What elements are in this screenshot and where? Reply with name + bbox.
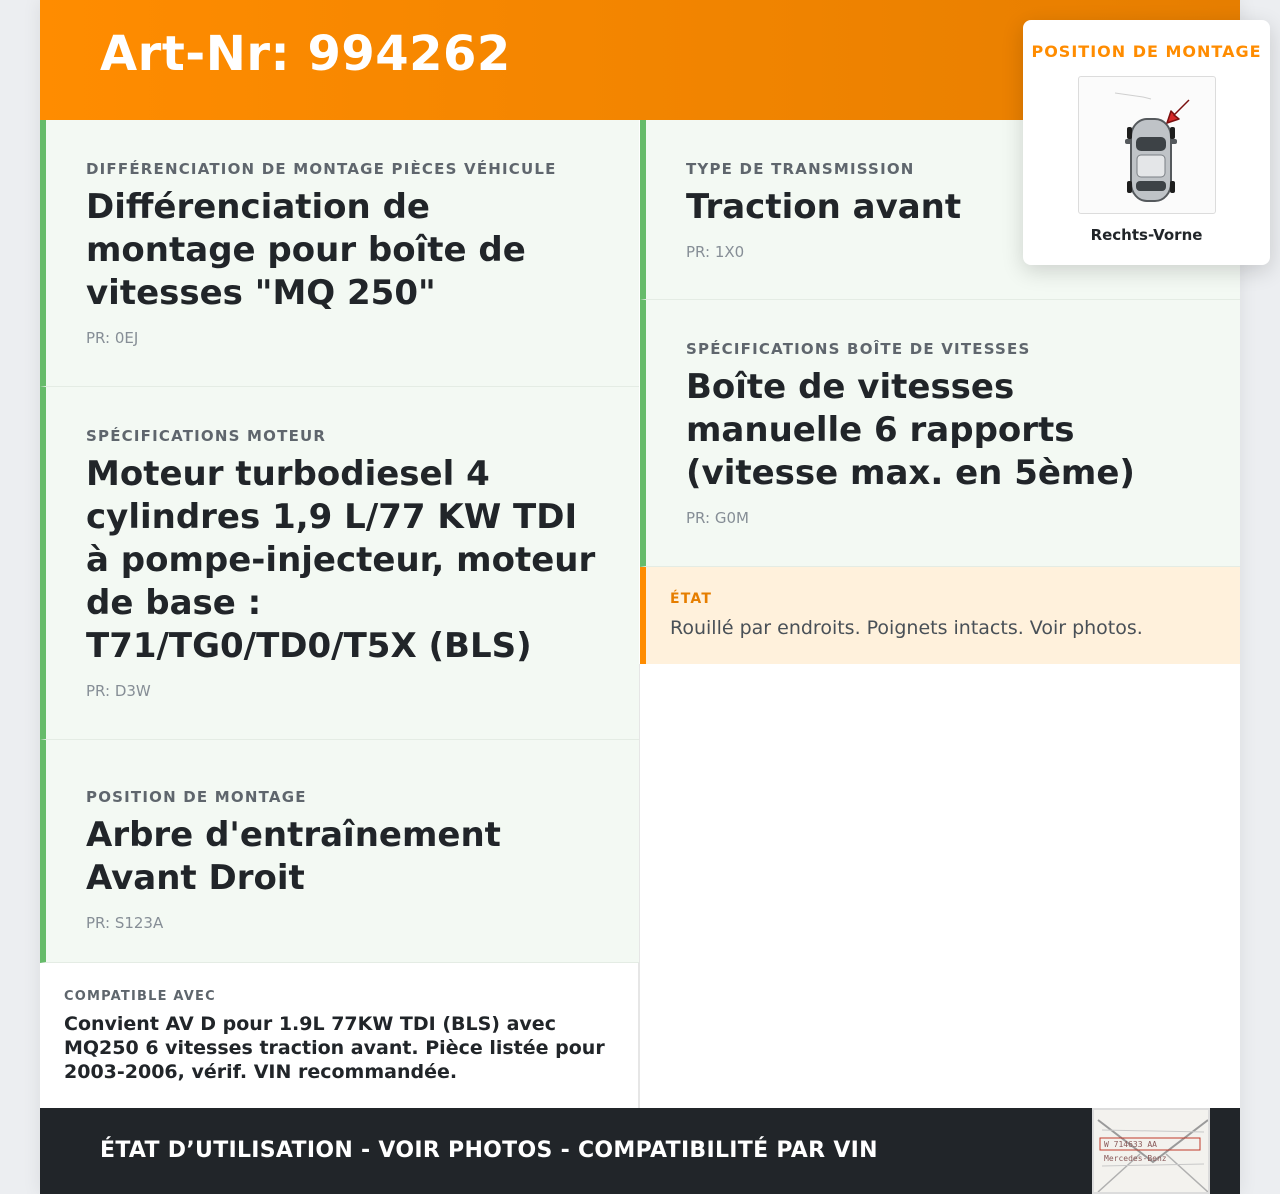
car-top-view-icon (1079, 77, 1215, 213)
stamp-envelope-icon (1094, 1110, 1210, 1194)
spec-cell-mount-position (40, 740, 639, 963)
spec-value: Différenciation de montage pour boîte de vitesses "MQ 250" (86, 187, 526, 313)
spec-pr-code: PR: 1X0 (686, 243, 745, 261)
spec-value: Traction avant (686, 187, 962, 227)
condition-text: Rouillé par endroits. Poignets intacts. Voir photos. (670, 617, 1143, 639)
footer-bar (40, 1108, 1240, 1194)
spec-pr-code: PR: G0M (686, 509, 749, 527)
spec-value: Arbre d'entraînement Avant Droit (86, 815, 501, 898)
compatibility-text: Convient AV D pour 1.9L 77KW TDI (BLS) avec MQ250 6 vitesses traction avant. Pièce listée pour 2003-2006, vérif. VIN recommandée. (64, 1013, 605, 1083)
mount-position-card-title: POSITION DE MONTAGE (1031, 42, 1262, 61)
footer-text: ÉTAT D’UTILISATION - VOIR PHOTOS - COMPATIBILITÉ PAR VIN (100, 1138, 878, 1163)
mount-position-card (1023, 20, 1270, 265)
spec-cell-gearbox (640, 300, 1240, 567)
spec-label: SPÉCIFICATIONS BOÎTE DE VITESSES (686, 340, 1031, 358)
compatibility-box (40, 963, 639, 1108)
spec-value: Boîte de vitesses manuelle 6 rapports (vitesse max. en 5ème) (686, 367, 1135, 493)
condition-box (640, 567, 1240, 664)
mount-position-diagram (1078, 76, 1216, 214)
article-number-title: Art-Nr: 994262 (100, 26, 511, 82)
red-arrow-icon (1163, 97, 1193, 127)
mount-position-caption: Rechts-Vorne (1090, 226, 1203, 244)
compatibility-label: COMPATIBLE AVEC (64, 989, 216, 1004)
stamp-line-1: W 714633 AA (1104, 1140, 1157, 1149)
spec-cell-differentiation (40, 120, 639, 387)
spec-label: DIFFÉRENCIATION DE MONTAGE PIÈCES VÉHICULE (86, 160, 557, 178)
spec-label: POSITION DE MONTAGE (86, 788, 307, 806)
spec-label: SPÉCIFICATIONS MOTEUR (86, 427, 327, 445)
column-divider (639, 664, 640, 1108)
spec-cell-engine (40, 387, 639, 740)
spec-label: TYPE DE TRANSMISSION (686, 160, 915, 178)
spec-pr-code: PR: D3W (86, 682, 151, 700)
spec-sheet (40, 0, 1262, 1194)
registration-stamp-image (1092, 1108, 1210, 1194)
spec-pr-code: PR: S123A (86, 914, 164, 932)
condition-label: ÉTAT (670, 591, 713, 607)
spec-value: Moteur turbodiesel 4 cylindres 1,9 L/77 KW TDI à pompe-injecteur, moteur de base : T71/TG0/TD0/T5X (BLS) (86, 454, 596, 666)
spec-pr-code: PR: 0EJ (86, 329, 139, 347)
stamp-line-2: Mercedes-Benz (1104, 1154, 1167, 1163)
